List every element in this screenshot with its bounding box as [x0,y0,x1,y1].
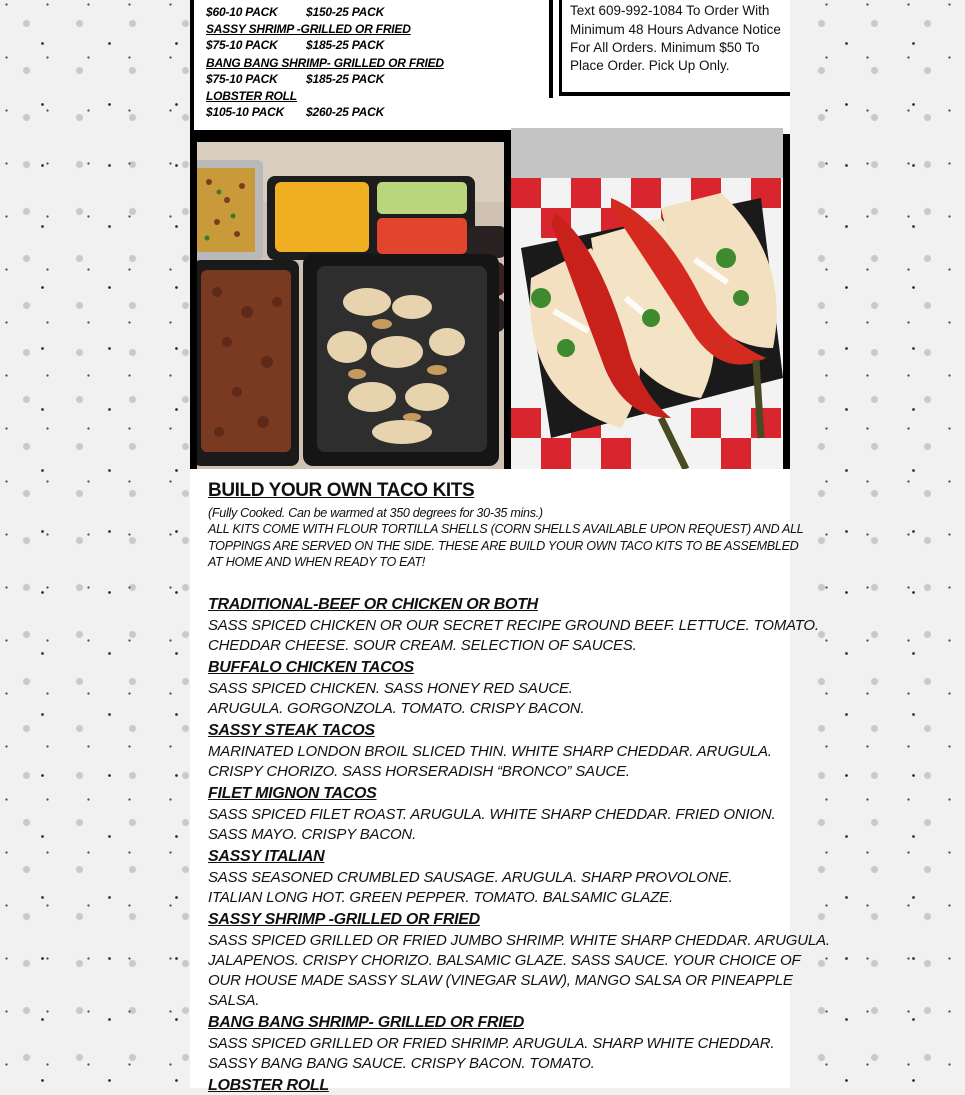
notice-line: Text 609-992-1084 To Order With [570,3,770,19]
menu-item-name: LOBSTER ROLL [208,1077,329,1094]
menu-note: TOPPINGS ARE SERVED ON THE SIDE. THESE ARE BUILD YOUR OWN TACO KITS TO BE ASSEMBLED [208,539,799,553]
price-10-pack: $75-10 PACK [206,38,278,52]
menu-item-name: BANG BANG SHRIMP- GRILLED OR FRIED [208,1014,525,1031]
tacos-photo [511,98,783,469]
notice-line: Minimum 48 Hours Advance Notice [570,21,781,37]
order-notice-box [559,0,790,96]
price-10-pack: $60-10 PACK [206,5,278,19]
menu-item-description: MARINATED LONDON BROIL SLICED THIN. WHITE SHARP CHEDDAR. ARUGULA. [208,743,772,760]
price-25-pack: $150-25 PACK [306,5,385,19]
price-row [206,105,385,119]
menu-item-description: JALAPENOS. CRISPY CHORIZO. BALSAMIC GLAZE. SASS SAUCE. YOUR CHOICE OF [208,952,801,969]
price-10-pack: $75-10 PACK [206,72,278,86]
notice-line: For All Orders. Minimum $50 To [570,39,760,55]
menu-item-description: ARUGULA. GORGONZOLA. TOMATO. CRISPY BACON. [208,700,585,717]
menu-item-description: OUR HOUSE MADE SASSY SLAW (VINEGAR SLAW), MANGO SALSA OR PINEAPPLE [208,972,793,989]
notice-line: Place Order. Pick Up Only. [570,58,730,74]
price-25-pack: $260-25 PACK [306,105,385,119]
menu-item-description: SALSA. [208,992,260,1009]
menu-item-description: SASS SPICED FILET ROAST. ARUGULA. WHITE SHARP CHEDDAR. FRIED ONION. [208,806,776,823]
photo-frame [190,134,790,469]
menu-item-name: BUFFALO CHICKEN TACOS [208,659,414,676]
menu-item-description: SASS SPICED GRILLED OR FRIED SHRIMP. ARUGULA. SHARP WHITE CHEDDAR. [208,1035,775,1052]
menu-item-description: SASS SPICED GRILLED OR FRIED JUMBO SHRIMP. WHITE SHARP CHEDDAR. ARUGULA. [208,932,830,949]
menu-note: AT HOME AND WHEN READY TO EAT! [208,555,426,569]
price-list-box [190,0,553,134]
price-10-pack: $105-10 PACK [206,105,285,119]
taco-kit-photo [197,142,504,469]
menu-item-description: SASS SEASONED CRUMBLED SAUSAGE. ARUGULA. SHARP PROVOLONE. [208,869,733,886]
price-item-name: LOBSTER ROLL [206,89,297,103]
menu-item-description: SASSY BANG BANG SAUCE. CRISPY BACON. TOMATO. [208,1055,595,1072]
price-row [206,38,385,52]
menu-item-description: CRISPY CHORIZO. SASS HORSERADISH “BRONCO” SAUCE. [208,763,630,780]
menu-item-name: TRADITIONAL-BEEF OR CHICKEN OR BOTH [208,596,538,613]
menu-item-name: SASSY SHRIMP -GRILLED OR FRIED [208,911,480,928]
menu-item-description: SASS SPICED CHICKEN. SASS HONEY RED SAUCE. [208,680,573,697]
menu-item-name: SASSY ITALIAN [208,848,325,865]
menu-item-description: SASS MAYO. CRISPY BACON. [208,826,417,843]
price-row [206,72,385,86]
menu-item-description: CHEDDAR CHEESE. SOUR CREAM. SELECTION OF SAUCES. [208,637,637,654]
menu-item-name: SASSY STEAK TACOS [208,722,375,739]
menu-title: BUILD YOUR OWN TACO KITS [208,480,475,501]
price-item-name: BANG BANG SHRIMP- GRILLED OR FRIED [206,56,444,70]
menu-item-description: SASS SPICED CHICKEN OR OUR SECRET RECIPE GROUND BEEF. LETTUCE. TOMATO. [208,617,819,634]
menu-item-description: ITALIAN LONG HOT. GREEN PEPPER. TOMATO. BALSAMIC GLAZE. [208,889,673,906]
price-item-name: SASSY SHRIMP -GRILLED OR FRIED [206,22,411,36]
price-row [206,5,385,19]
menu-item-name: FILET MIGNON TACOS [208,785,377,802]
menu-note: (Fully Cooked. Can be warmed at 350 degrees for 30-35 mins.) [208,506,543,520]
menu-note: ALL KITS COME WITH FLOUR TORTILLA SHELLS (CORN SHELLS AVAILABLE UPON REQUEST) AND ALL [208,522,804,536]
price-25-pack: $185-25 PACK [306,38,385,52]
price-25-pack: $185-25 PACK [306,72,385,86]
